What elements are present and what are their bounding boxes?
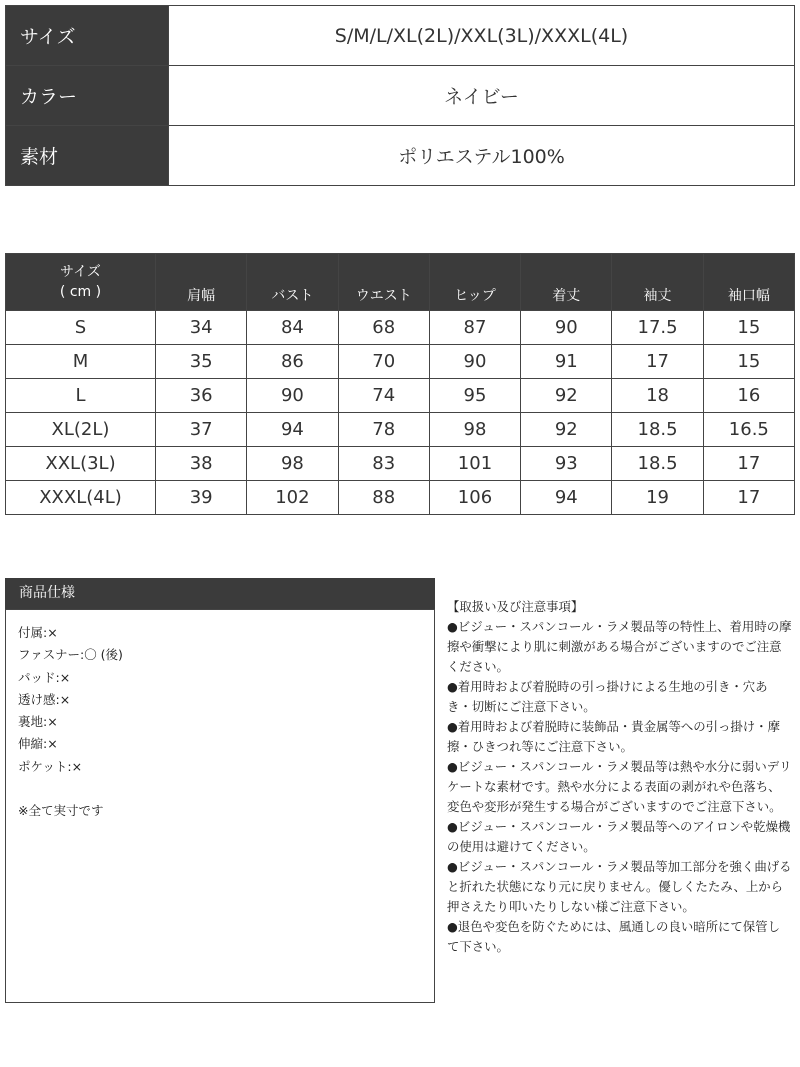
column-header: バスト — [247, 254, 338, 311]
size-name-cell: XXXL(4L) — [6, 481, 156, 515]
measurement-cell: 87 — [429, 311, 520, 345]
table-row — [6, 413, 795, 447]
measurement-cell: 92 — [521, 379, 612, 413]
column-header: 袖丈 — [612, 254, 703, 311]
measurement-cell: 94 — [247, 413, 338, 447]
info-row-color — [6, 66, 795, 126]
measurement-cell: 16 — [703, 379, 794, 413]
measurement-cell: 70 — [338, 345, 429, 379]
info-row-material — [6, 126, 795, 186]
measurement-cell: 98 — [429, 413, 520, 447]
note-item: ●ビジュー・スパンコール・ラメ製品等は熱や水分に弱いデリケートな素材です。熱や水分による表面の剥がれや色落ち、変色や変形が発生する場合がございますのでご注意下さい。 — [447, 759, 792, 814]
table-row — [6, 345, 795, 379]
note-item: ●ビジュー・スパンコール・ラメ製品等の特性上、着用時の摩擦や衝撃により肌に刺激がある場合がございますのでご注意ください。 — [447, 619, 792, 674]
size-chart-table — [5, 253, 795, 515]
info-value: ポリエステル100% — [169, 126, 795, 186]
measurement-cell: 17.5 — [612, 311, 703, 345]
measurement-cell: 18.5 — [612, 447, 703, 481]
measurement-cell: 92 — [521, 413, 612, 447]
spec-item: ポケット:× — [18, 758, 83, 774]
measurement-cell: 35 — [156, 345, 247, 379]
column-header: ヒップ — [429, 254, 520, 311]
spec-gap — [18, 778, 434, 800]
spec-box — [5, 609, 435, 1003]
measurement-cell: 106 — [429, 481, 520, 515]
measurement-cell: 34 — [156, 311, 247, 345]
spec-list — [18, 622, 434, 778]
size-header-unit: ( cm ) — [59, 284, 102, 300]
measurement-cell: 15 — [703, 311, 794, 345]
spec-item: 透け感:× — [18, 691, 71, 707]
spec-footnote: ※全て実寸です — [18, 803, 104, 819]
spec-item: ファスナー:〇 (後) — [18, 647, 123, 663]
measurement-cell: 16.5 — [703, 413, 794, 447]
product-info-table — [5, 5, 795, 186]
info-label: 素材 — [6, 126, 169, 186]
notes-title: 【取扱い及び注意事項】 — [447, 599, 584, 614]
measurement-cell: 17 — [703, 481, 794, 515]
info-value: ネイビー — [169, 66, 795, 126]
measurement-cell: 83 — [338, 447, 429, 481]
info-value: S/M/L/XL(2L)/XXL(3L)/XXXL(4L) — [169, 6, 795, 66]
measurement-cell: 68 — [338, 311, 429, 345]
measurement-cell: 74 — [338, 379, 429, 413]
measurement-cell: 95 — [429, 379, 520, 413]
care-notes — [447, 597, 792, 957]
info-label: サイズ — [6, 6, 169, 66]
measurement-cell: 37 — [156, 413, 247, 447]
size-header-cell — [6, 254, 156, 311]
column-header: 袖口幅 — [703, 254, 794, 311]
size-name-cell: L — [6, 379, 156, 413]
table-row — [6, 379, 795, 413]
note-item: ●退色や変色を防ぐためには、風通しの良い暗所にて保管して下さい。 — [447, 919, 780, 954]
measurement-cell: 101 — [429, 447, 520, 481]
measurement-cell: 18.5 — [612, 413, 703, 447]
measurement-cell: 36 — [156, 379, 247, 413]
measurement-cell: 94 — [521, 481, 612, 515]
measurement-cell: 90 — [521, 311, 612, 345]
spec-item: 裏地:× — [18, 714, 58, 730]
table-row — [6, 447, 795, 481]
note-item: ●ビジュー・スパンコール・ラメ製品等へのアイロンや乾燥機の使用は避けてください。 — [447, 819, 791, 854]
measurement-cell: 17 — [703, 447, 794, 481]
note-item: ●着用時および着脱時の引っ掛けによる生地の引き・穴あき・切断にご注意下さい。 — [447, 679, 768, 714]
info-row-size — [6, 6, 795, 66]
size-chart-body — [6, 311, 795, 515]
column-header: 着丈 — [521, 254, 612, 311]
measurement-cell: 17 — [612, 345, 703, 379]
spec-title: 商品仕様 — [5, 578, 435, 609]
column-header: 肩幅 — [156, 254, 247, 311]
spec-item: パッド:× — [18, 669, 71, 685]
info-label: カラー — [6, 66, 169, 126]
measurement-cell: 86 — [247, 345, 338, 379]
measurement-cell: 102 — [247, 481, 338, 515]
note-item: ●着用時および着脱時に装飾品・貴金属等への引っ掛け・摩擦・ひきつれ等にご注意下さい。 — [447, 719, 780, 754]
size-name-cell: S — [6, 311, 156, 345]
measurement-cell: 38 — [156, 447, 247, 481]
notes-list — [447, 617, 792, 957]
measurement-cell: 19 — [612, 481, 703, 515]
measurement-cell: 78 — [338, 413, 429, 447]
measurement-cell: 90 — [429, 345, 520, 379]
note-item: ●ビジュー・スパンコール・ラメ製品等加工部分を強く曲げると折れた状態になり元に戻りません。優しくたたみ、上から押さえたり叩いたりしない様ご注意下さい。 — [447, 859, 792, 914]
size-chart-header — [6, 254, 795, 311]
spec-item: 付属:× — [18, 625, 58, 640]
measurement-cell: 88 — [338, 481, 429, 515]
table-row — [6, 481, 795, 515]
measurement-cell: 93 — [521, 447, 612, 481]
measurement-cell: 15 — [703, 345, 794, 379]
size-name-cell: XXL(3L) — [6, 447, 156, 481]
column-header: ウエスト — [338, 254, 429, 311]
size-name-cell: XL(2L) — [6, 413, 156, 447]
measurement-cell: 98 — [247, 447, 338, 481]
measurement-cell: 18 — [612, 379, 703, 413]
measurement-cell: 84 — [247, 311, 338, 345]
measurement-cell: 39 — [156, 481, 247, 515]
measurement-cell: 91 — [521, 345, 612, 379]
size-header-label: サイズ — [60, 264, 101, 280]
size-name-cell: M — [6, 345, 156, 379]
table-row — [6, 311, 795, 345]
spec-item: 伸縮:× — [18, 736, 58, 752]
measurement-cell: 90 — [247, 379, 338, 413]
